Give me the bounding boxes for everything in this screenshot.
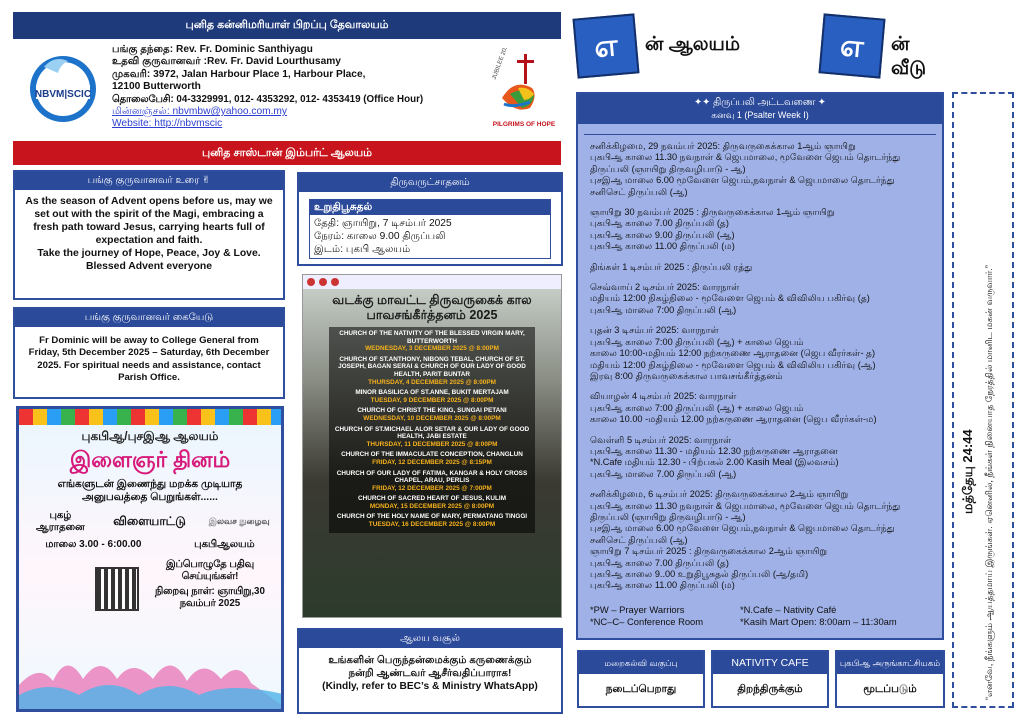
email-line[interactable]: மின்னஞ்சல்: nbvmbw@yahoo.com.my — [112, 106, 288, 118]
sacraments-panel — [297, 172, 563, 266]
youth-poster-tagline: எங்களுடன் இணைந்து மறக்க முடியாத அனுபவத்தை பெறுங்கள்...... — [57, 478, 243, 503]
schedule-line: புகபிஆ காலை 7:00 திருப்பலி (ஆ) + காலை ஜெபம் — [590, 402, 804, 413]
schedule-line: திருப்பலி (ஞாயிறு திருவழிபாடு - ஆ) — [590, 511, 746, 522]
youth-poster-title: இளைஞர் தினம் — [69, 447, 231, 472]
penance-event — [331, 450, 533, 468]
schedule-line: புகபிஆ காலை 9..00 உறுதிபூசுதல் திருப்பலி (ஆ/தமி) — [590, 569, 809, 579]
penance-event-when: FRIDAY, 12 DECEMBER 2025 @ 8:15PM — [372, 458, 492, 466]
schedule-line: *N.Cafe மதியம் 12.30 - பிற்பகல் 2.00 Kasih Meal (இலவசம்) — [590, 457, 839, 468]
logo-text: NBVM|SCIC — [34, 89, 92, 100]
penance-event-church: CHURCH OF THE HOLY NAME OF MARY, PERMATANG TINGGI — [336, 513, 528, 521]
schedule-line: காலை 10.00 -மதியம் 12.00 நற்கருணை ஆராதனை (ஜெப வீரர்கள்-ம) — [590, 414, 877, 425]
youth-poster-header: புகபிஆ/புசஇஆ ஆலயம் — [81, 429, 219, 443]
status-box-value: மூடப்படும் — [863, 683, 917, 695]
schedule-line: புகபிஆ காலை 11.00 திருப்பலி (ம) — [590, 580, 735, 591]
banner-letter-2: எ — [819, 13, 886, 78]
verse-text: “எனவே, நீங்களும் ஆயத்தமாய் இருங்கள். ஏனெனில், நீங்கள் நினையாத நேரத்தில் மானிட மகன் வருவார்.” — [984, 265, 994, 700]
address-line-2: 12100 Butterworth — [112, 81, 201, 93]
jubilee-bottom-text: PILGRIMS OF HOPE — [492, 121, 556, 128]
jubilee-logo — [488, 48, 560, 136]
penance-poster-social-bar — [303, 275, 561, 289]
status-box-title: புகபிஆ அருங்காட்சியகம் — [837, 652, 943, 674]
schedule-day-heading: செவ்வாய் 2 டிசம்பர் 2025: வாரநாள் — [590, 282, 740, 293]
penance-event-church: CHURCH OF ST.MICHAEL ALOR SETAR & OUR LADY OF GOOD HEALTH, JABI ESTATE — [334, 425, 530, 441]
schedule-day-heading: வெள்ளி 5 டிசம்பர் 2025: வாரநாள் — [590, 434, 732, 445]
collection-line2: நன்றி ஆண்டவர் ஆசீர்வதிப்பாராக! — [348, 668, 512, 679]
priest-message-panel — [13, 170, 285, 300]
penance-event — [331, 406, 533, 424]
church-red-bar: புனித சாஸ்டான் இம்பர்ட் ஆலயம் — [13, 141, 561, 165]
schedule-line: மதியம் 12:00 நிகழ்நிலை - மூவேளை ஜெபம் & விவிலிய பகிர்வு (ஆ) — [590, 359, 876, 370]
schedule-block — [590, 489, 930, 592]
youth-deadline: நிறைவு நாள்: ஞாயிறு,30 நவம்பர் 2025 — [155, 586, 265, 609]
youth-item-praise: புகழ் ஆராதனை — [36, 510, 85, 533]
status-box-title: மறைகல்வி வகுப்பு — [579, 652, 703, 674]
sacraments-subtitle: உறுதிபூசுதல் — [310, 200, 550, 215]
status-box — [577, 650, 705, 708]
parish-details — [112, 44, 502, 131]
sacraments-title: திருவருட்சாதனம் — [299, 174, 561, 192]
penance-event-when: WEDNESDAY, 10 DECEMBER 2025 @ 8:00PM — [363, 414, 501, 422]
youth-figures-illustration — [19, 639, 284, 709]
penance-event-when: THURSDAY, 11 DECEMBER 2025 @ 8:00PM — [366, 440, 498, 448]
penance-event-when: THURSDAY, 4 DECEMBER 2025 @ 8:00PM — [368, 378, 496, 386]
priest-notice-panel — [13, 307, 285, 399]
sacraments-date: தேதி: ஞாயிறு, 7 டிசம்பர் 2025 — [314, 218, 452, 229]
penance-event-when: TUESDAY, 9 DECEMBER 2025 @ 8:00PM — [370, 396, 494, 404]
facebook-icon — [307, 278, 315, 286]
youth-day-poster — [16, 406, 284, 712]
phone-line: தொலைபேசி: 04-3329991, 012- 4353292, 012- 4353419 (Office Hour) — [112, 93, 424, 105]
schedule-line: புகபிஆ காலை 11.30 - மதியம் 12.30 நற்கருணை ஆராதனை — [590, 445, 838, 456]
status-box-value: நடைப்பெறாது — [605, 683, 677, 695]
schedule-day-heading: புதன் 3 டிசம்பர் 2025: வாரநாள் — [590, 325, 719, 336]
schedule-day-heading: திங்கள் 1 டிசம்பர் 2025 : திருப்பலி ரத்து — [590, 261, 753, 272]
status-box — [711, 650, 829, 708]
status-box-value: திறந்திருக்கும் — [737, 683, 803, 695]
penance-event-church: CHURCH OF OUR LADY OF FATIMA, KANGAR & HOLY CROSS CHAPEL, ARAU, PERLIS — [336, 469, 528, 485]
schedule-line: இரவு 8:00 திருவருகைக்கால பாவசங்கீர்த்தனம் — [590, 370, 783, 381]
collection-title: ஆலய வசூல் — [299, 630, 561, 648]
schedule-line: மதியம் 12:00 நிகழ்நிலை - மூவேளை ஜெபம் & விவிலிய பகிர்வு (த) — [590, 293, 870, 304]
schedule-block — [590, 141, 930, 198]
jubilee-top-text: JUBILEE 2025 — [491, 48, 511, 81]
priest-message-title: பங்கு குருவானவர் உரை ✌ — [15, 172, 283, 190]
verse-panel — [952, 92, 1014, 708]
priest-notice-title: பங்கு குருவானவர் கையேடு — [15, 309, 283, 327]
schedule-line: புகபிஆ காலை 11.30 நவநாள் & ஜெபமாலை, மூவேளை ஜெபம் தொடர்ந்து — [590, 152, 901, 163]
schedule-line: புசஇஆ மாலை 6.00 மூவேளை ஜெபம்,நவநாள் & ஜெபமாலை தொடர்ந்து — [590, 175, 895, 186]
priest-message-line2: Take the journey of Hope, Peace, Joy & Love. — [37, 248, 261, 259]
penance-event — [331, 512, 533, 530]
schedule-line: புகபிஆ காலை 11.30 நவநாள் & ஜெபமாலை, மூவேளை ஜெபம் தொடர்ந்து — [590, 500, 901, 511]
schedule-block — [590, 435, 930, 481]
schedule-line: புகபிஆ மாலை 7.00 திருப்பலி (ஆ) — [590, 468, 737, 479]
schedule-line: திருப்பலி (ஞாயிறு திருவழிபாடு - ஆ) — [590, 163, 746, 174]
schedule-block — [590, 207, 930, 253]
mass-schedule-panel — [576, 92, 944, 640]
parish-title-bar: புனித கன்னிமரியாள் பிறப்பு தேவாலயம் — [13, 12, 561, 39]
penance-event — [331, 329, 533, 355]
youth-register: இப்பொழுதே பதிவு செய்யுங்கள்! — [165, 559, 255, 582]
banner-word-2: ன் வீடு — [891, 34, 927, 79]
collection-line1: உங்களின் பெருந்தன்மைக்கும் கருணைக்கும் — [328, 655, 532, 666]
schedule-legend-item: *PW – Prayer Warriors — [590, 604, 685, 615]
website-link[interactable]: Website: http://nbvmscic — [112, 118, 223, 130]
youth-time: மாலை 3.00 - 6:00.00 — [45, 539, 142, 550]
qr-code-icon[interactable] — [97, 569, 137, 609]
penance-event — [331, 494, 533, 512]
schedule-legend-item: *Kasih Mart Open: 8:00am – 11:30am — [740, 616, 897, 627]
penance-event-church: CHURCH OF CHRIST THE KING, SUNGAI PETANI — [357, 407, 507, 415]
sacraments-place: இடம்: புகபி ஆலயம் — [314, 244, 411, 255]
address-line: முகவரி: 3972, Jalan Harbour Place 1, Harbour Place, — [112, 68, 366, 80]
status-box-title: NATIVITY CAFE — [713, 652, 827, 674]
schedule-block — [590, 282, 930, 316]
priest-message-text: As the season of Advent opens before us, may we set out with the spirit of the Magi, embracing a fresh path toward Jesus, carrying hearts full of expectation and faith. — [25, 196, 273, 246]
instagram-icon — [319, 278, 327, 286]
schedule-line: சனிசெட் திருப்பலி (ஆ) — [590, 186, 688, 197]
schedule-line: புகபிஆ காலை 11.00 திருப்பலி (ம) — [590, 241, 735, 252]
schedule-day-heading: வியாழன் 4 டிசம்பர் 2025: வாரநாள் — [590, 391, 737, 402]
schedule-line: புகபிஆ காலை 9.00 திருப்பலி (ஆ) — [590, 229, 735, 240]
youth-item-free: இலவச நுழைவு — [208, 516, 270, 526]
penance-event — [331, 469, 533, 495]
penance-event-church: CHURCH OF THE NATIVITY OF THE BLESSED VIRGIN MARY, BUTTERWORTH — [339, 330, 525, 345]
penance-event-church: CHURCH OF THE IMMACULATE CONCEPTION, CHANGLUN — [341, 451, 523, 459]
collection-line3: (Kindly, refer to BEC’s & Ministry WhatsApp) — [322, 681, 538, 692]
priest-message-line3: Blessed Advent everyone — [85, 261, 213, 272]
priest-notice-text: Fr Dominic will be away to College General from Friday, 5th December 2025 – Saturday, 6th December 2025. For spiritual needs and assistance, contact Parish Office. — [28, 335, 270, 384]
schedule-block — [590, 262, 930, 273]
schedule-title: ✦✦ திருப்பலி அட்டவணை ✦ — [693, 97, 827, 108]
youth-item-games: விளையாட்டு — [113, 514, 186, 528]
assistant-line: உதவி குருவானவர் :Rev. Fr. David Lourthusamy — [112, 56, 341, 68]
schedule-block — [590, 325, 930, 382]
parish-logo — [22, 45, 104, 127]
penance-event-when: TUESDAY, 16 DECEMBER 2025 @ 8:00PM — [368, 521, 496, 529]
schedule-line: காலை 10:00-மதியம் 12:00 நற்கருணை ஆராதனை (ஜெப வீரர்கள்- த) — [590, 348, 876, 359]
sacraments-time: நேரம்: காலை 9.00 திருப்பலி — [314, 231, 446, 242]
schedule-line: புகபிஆ காலை 7:00 திருப்பலி (ஆ) + காலை ஜெபம் — [590, 336, 804, 347]
penance-event-when: MONDAY, 15 DECEMBER 2025 @ 8:00PM — [369, 502, 495, 510]
penance-event-church: CHURCH OF SACRED HEART OF JESUS, KULIM — [357, 495, 507, 503]
priest-line: பங்கு தந்தை: Rev. Fr. Dominic Santhiyagu — [112, 44, 313, 55]
schedule-line: ஞாயிறு 7 டிசம்பர் 2025 : திருவருகைக்கால 2ஆம் ஞாயிறு — [590, 546, 828, 557]
schedule-line: புசஇஆ மாலை 6.00 மூவேளை ஜெபம்,நவநாள் & ஜெபமாலை தொடர்ந்து — [590, 523, 895, 534]
schedule-day-heading: சனிக்கிழமை, 29 நவம்பர் 2025: திருவருகைக்கால 1ஆம் ஞாயிறு — [590, 141, 856, 151]
verse-ref: மத்தேயு 24:44 — [960, 429, 975, 514]
penance-poster — [302, 274, 562, 618]
penance-event — [331, 355, 533, 388]
penance-event-when: WEDNESDAY, 3 DECEMBER 2025 @ 8:00PM — [365, 345, 499, 353]
youth-venue: புகபிஆலயம் — [194, 539, 255, 550]
status-box — [835, 650, 945, 708]
schedule-line: சனிசெட் திருப்பலி (ஆ) — [590, 534, 688, 545]
schedule-legend-item: *N.Cafe – Nativity Café — [740, 604, 837, 615]
youtube-icon — [331, 278, 339, 286]
penance-event-when: FRIDAY, 12 DECEMBER 2025 @ 7:00PM — [372, 484, 492, 492]
schedule-line: புகபிஆ காலை 7.00 திருப்பலி (த) — [590, 218, 729, 229]
schedule-day-heading: சனிக்கிழமை, 6 டிசம்பர் 2025: திருவருகைக்கால 2ஆம் ஞாயிறு — [590, 489, 849, 500]
schedule-subtitle: கனவு 1 (Psalter Week I) — [711, 110, 809, 120]
schedule-line: புகபிஆ மாலை 7:00 திருப்பலி (ஆ) — [590, 304, 737, 315]
schedule-line: புகபிஆ காலை 7.00 திருப்பலி (த) — [590, 557, 729, 568]
schedule-day-heading: ஞாயிறு 30 நவம்பர் 2025 : திருவருகைக்கால 1ஆம் ஞாயிறு — [590, 207, 835, 218]
collection-panel — [297, 628, 563, 714]
penance-heading: வடக்கு மாவட்ட திருவருகைக் கால பாவசங்கீர்த்தனம் 2025 — [332, 293, 532, 322]
penance-event-church: CHURCH OF ST.ANTHONY, NIBONG TEBAL, CHURCH OF ST. JOSEPH, BAGAN SERAI & CHURCH OF OUR LADY OF GOOD HEALTH, PARIT BUNTAR — [338, 355, 526, 378]
schedule-block — [590, 391, 930, 425]
penance-event-church: MINOR BASILICA OF ST.ANNE, BUKIT MERTAJAM — [355, 389, 509, 397]
schedule-legend-item: *NC–C– Conference Room — [590, 616, 704, 627]
penance-event — [331, 425, 533, 451]
banner-letter-1: எ — [573, 13, 640, 78]
banner-word-1: ன் ஆலயம் — [645, 34, 741, 55]
penance-event — [331, 388, 533, 406]
my-church-banner — [575, 12, 945, 90]
